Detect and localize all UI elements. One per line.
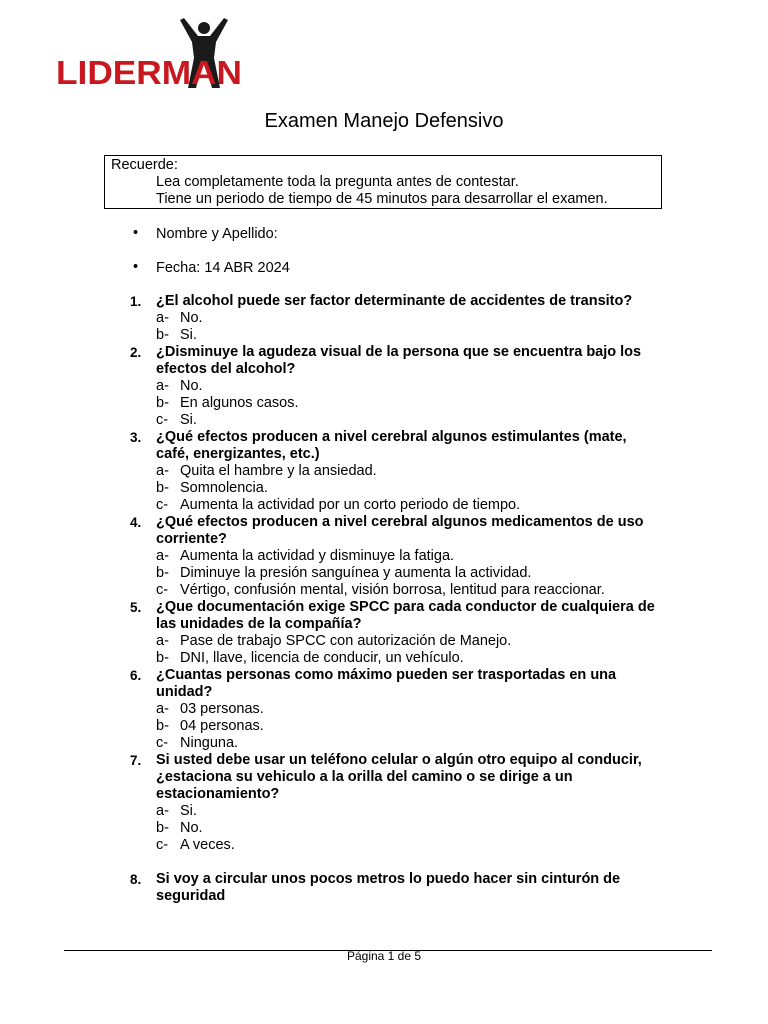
- option-letter: b-: [156, 650, 169, 666]
- option-text: Aumenta la actividad y disminuye la fatiga.: [180, 548, 455, 564]
- question-number: 5.: [130, 600, 142, 615]
- reminder-line: Lea completamente toda la pregunta antes de contestar.: [156, 174, 519, 190]
- question-2: [130, 344, 660, 429]
- question-6: [130, 667, 660, 752]
- field-label: Fecha: 14 ABR 2024: [156, 260, 290, 276]
- question-3: [130, 429, 660, 514]
- option-text: Si.: [180, 327, 197, 343]
- option-letter: b-: [156, 820, 169, 836]
- answer-option[interactable]: [156, 820, 660, 837]
- option-letter: b-: [156, 480, 169, 496]
- logo-text: LIDERMAN: [56, 54, 243, 90]
- option-text: Aumenta la actividad por un corto periodo de tiempo.: [180, 497, 521, 513]
- option-text: No.: [180, 820, 203, 836]
- option-text: A veces.: [180, 837, 235, 853]
- option-letter: c-: [156, 837, 169, 853]
- option-text: Pase de trabajo SPCC con autorización de Manejo.: [180, 633, 512, 649]
- option-letter: b-: [156, 718, 169, 734]
- option-letter: b-: [156, 565, 169, 581]
- field-label: Nombre y Apellido:: [156, 226, 278, 242]
- option-letter: c-: [156, 582, 169, 598]
- option-text: Somnolencia.: [180, 480, 268, 496]
- option-text: 04 personas.: [180, 718, 264, 734]
- option-text: Ninguna.: [180, 735, 239, 751]
- answer-option[interactable]: [156, 735, 660, 752]
- question-4: [130, 514, 660, 599]
- question-text: ¿El alcohol puede ser factor determinante de accidentes de transito?: [156, 293, 633, 309]
- question-text: ¿Que documentación exige SPCC para cada conductor de cualquiera de las unidades de la compañía?: [156, 599, 655, 632]
- answer-option[interactable]: [156, 412, 660, 429]
- page-number: Página 1 de 5: [346, 949, 422, 963]
- question-list: [130, 293, 660, 905]
- option-letter: b-: [156, 395, 169, 411]
- question-text: Si voy a circular unos pocos metros lo puedo hacer sin cinturón de seguridad: [156, 871, 621, 904]
- question-text: ¿Cuantas personas como máximo pueden ser trasportadas en una unidad?: [156, 667, 617, 700]
- answer-option[interactable]: [156, 565, 660, 582]
- question-number: 8.: [130, 872, 142, 887]
- answer-option[interactable]: [156, 837, 660, 854]
- question-1: [130, 293, 660, 344]
- question-number: 1.: [130, 294, 142, 309]
- option-letter: b-: [156, 327, 169, 343]
- liderman-logo: [56, 18, 246, 90]
- option-text: Si.: [180, 803, 197, 819]
- option-text: No.: [180, 310, 203, 326]
- question-5: [130, 599, 660, 667]
- question-number: 2.: [130, 345, 142, 360]
- question-8: [130, 871, 660, 905]
- answer-option[interactable]: [156, 633, 660, 650]
- option-text: Quita el hambre y la ansiedad.: [180, 463, 377, 479]
- answer-option[interactable]: [156, 650, 660, 667]
- question-number: 6.: [130, 668, 142, 683]
- question-text: ¿Disminuye la agudeza visual de la persona que se encuentra bajo los efectos del alcohol?: [156, 344, 642, 377]
- question-number: 4.: [130, 515, 142, 530]
- reminder-box: [104, 155, 662, 209]
- question-text: Si usted debe usar un teléfono celular o algún otro equipo al conducir, ¿estaciona su vehiculo a la orilla del camino o se dirige a un estacionamiento?: [156, 752, 642, 802]
- option-letter: c-: [156, 735, 169, 751]
- option-letter: a-: [156, 803, 169, 819]
- option-letter: c-: [156, 497, 169, 513]
- option-letter: a-: [156, 548, 169, 564]
- question-text: ¿Qué efectos producen a nivel cerebral algunos estimulantes (mate, café, energizantes, etc.): [156, 429, 627, 462]
- answer-option[interactable]: [156, 480, 660, 497]
- option-letter: a-: [156, 463, 169, 479]
- option-letter: a-: [156, 310, 169, 326]
- option-text: Vértigo, confusión mental, visión borrosa, lentitud para reaccionar.: [180, 582, 605, 598]
- option-text: En algunos casos.: [180, 395, 299, 411]
- answer-option[interactable]: [156, 582, 660, 599]
- option-letter: a-: [156, 378, 169, 394]
- option-text: No.: [180, 378, 203, 394]
- option-text: 03 personas.: [180, 701, 264, 717]
- option-letter: c-: [156, 412, 169, 428]
- answer-option[interactable]: [156, 327, 660, 344]
- option-letter: a-: [156, 701, 169, 717]
- reminder-label: Recuerde:: [111, 157, 178, 173]
- answer-option[interactable]: [156, 395, 660, 412]
- question-7: [130, 752, 660, 854]
- option-text: Diminuye la presión sanguínea y aumenta la actividad.: [180, 565, 532, 581]
- page-title: Examen Manejo Defensivo: [264, 110, 504, 132]
- bullet-icon: •: [133, 225, 139, 241]
- question-number: 3.: [130, 430, 142, 445]
- answer-option[interactable]: [156, 378, 660, 395]
- answer-option[interactable]: [156, 548, 660, 565]
- answer-option[interactable]: [156, 497, 660, 514]
- reminder-line: Tiene un periodo de tiempo de 45 minutos para desarrollar el examen.: [156, 191, 608, 207]
- answer-option[interactable]: [156, 463, 660, 480]
- bullet-icon: •: [133, 259, 139, 275]
- option-text: Si.: [180, 412, 197, 428]
- answer-option[interactable]: [156, 803, 660, 820]
- question-number: 7.: [130, 753, 142, 768]
- option-letter: a-: [156, 633, 169, 649]
- answer-option[interactable]: [156, 310, 660, 327]
- answer-option[interactable]: [156, 701, 660, 718]
- question-text: ¿Qué efectos producen a nivel cerebral algunos medicamentos de uso corriente?: [156, 514, 644, 547]
- answer-option[interactable]: [156, 718, 660, 735]
- option-text: DNI, llave, licencia de conducir, un vehículo.: [180, 650, 464, 666]
